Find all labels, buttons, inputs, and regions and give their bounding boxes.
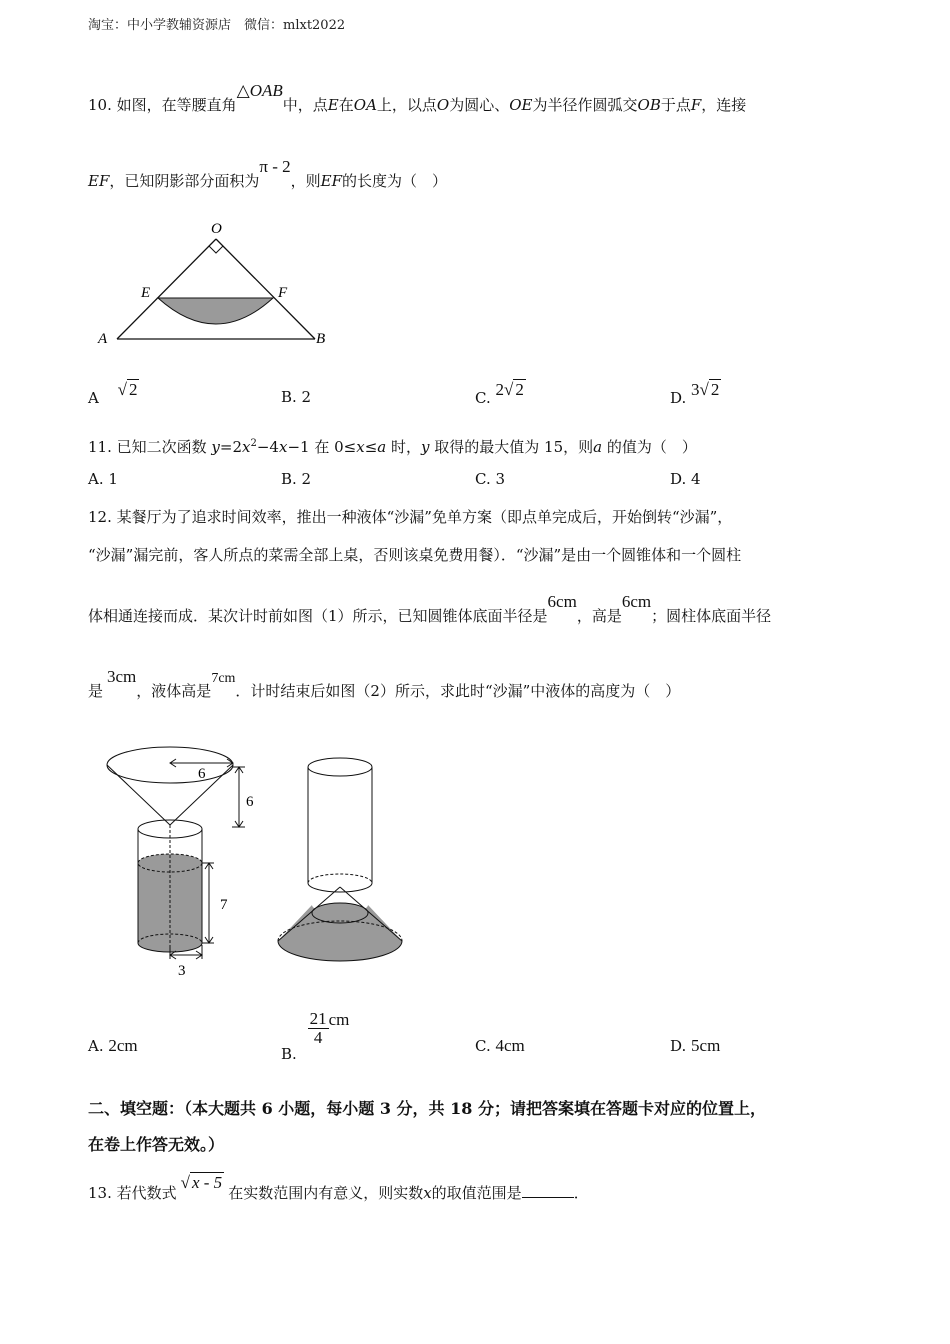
q12-line3 (88, 592, 772, 626)
q11-option-d[interactable]: D. 4 (670, 470, 701, 488)
q12-line2: “沙漏”漏完前，客人所点的菜需全部上桌，否则该桌免费用餐）．“沙漏”是由一个圆锥体和一个圆柱 (88, 546, 742, 564)
q11-text: −4 (256, 438, 279, 456)
cylinder2-bottom-back (308, 874, 372, 883)
q10-text: 于点 (660, 96, 691, 114)
q10-text: ，连接 (701, 96, 747, 114)
q11-stem (88, 436, 697, 457)
q12-option-c[interactable] (475, 1036, 525, 1056)
radicand: x - 5 (191, 1173, 223, 1192)
label-o: O (211, 221, 222, 237)
q10-text: 为圆心、 (449, 96, 510, 114)
q12-text: ，高是 (576, 607, 622, 625)
cylinder2-top (308, 758, 372, 776)
option-label: C. (475, 389, 491, 407)
denominator: 4 (313, 1028, 323, 1047)
answer-blank[interactable] (522, 1197, 574, 1198)
coefficient: 3 (691, 380, 700, 399)
q10-var: OE (509, 96, 533, 114)
option-label: B. (281, 1044, 297, 1063)
q12-line1: 12. 某餐厅为了追求时间效率，推出一种液体“沙漏”免单方案（即点单完成后，开始倒转“沙漏”， (88, 508, 733, 526)
option-label: A (88, 389, 99, 407)
option-label: D. (670, 1037, 687, 1055)
fraction (308, 1010, 329, 1047)
q10-number: 10. (88, 96, 112, 114)
q10-text: 为半径作圆弧交 (532, 96, 638, 114)
q12-liquid-height: 7cm (211, 671, 236, 686)
q12-text: 是 (88, 682, 104, 700)
sqrt-expr: √ 2 (117, 380, 138, 399)
q11-option-a[interactable]: A. 1 (88, 470, 118, 488)
q11-var: x (356, 438, 365, 456)
radicand: 2 (710, 380, 720, 399)
q11-exponent: 2 (250, 438, 257, 449)
q12-height: 6cm (621, 592, 652, 611)
q12-cyl-radius: 3cm (107, 667, 137, 686)
q10-text: ，已知阴影部分面积为 (109, 172, 260, 190)
q11-var: y (421, 438, 430, 456)
q10-line1 (88, 81, 747, 115)
q12-text: ，液体高是 (136, 682, 212, 700)
q10-area: π - 2 (259, 157, 291, 176)
right-angle-mark (209, 246, 223, 253)
radicand: 2 (515, 380, 524, 399)
page-header: 淘宝：中小学教辅资源店 微信：mlxt2022 (88, 18, 346, 33)
q10-figure (95, 215, 340, 355)
q11-option-b[interactable]: B. 2 (281, 470, 312, 488)
q11-var: x (242, 438, 251, 456)
coefficient: 2 (495, 380, 504, 399)
sqrt-expr: √ x - 5 (180, 1173, 223, 1192)
q11-var: a (377, 438, 387, 456)
q13-text: 的取值范围是 (431, 1184, 522, 1202)
side-oa (117, 239, 216, 339)
q10-text: 上，以点 (376, 96, 437, 114)
q10-triangle: △OAB (236, 81, 283, 100)
option-label: D. (670, 389, 687, 407)
q12-line4 (88, 667, 681, 701)
q10-option-d[interactable] (670, 380, 721, 408)
q12-radius: 6cm (547, 592, 577, 611)
q11-var: a (593, 438, 603, 456)
label-cyl-radius: 3 (178, 963, 186, 979)
cone-top-ellipse (107, 747, 233, 783)
option-value: 2cm (108, 1036, 138, 1055)
option-value: 4cm (495, 1036, 525, 1055)
q11-text: 的值为（ ） (602, 438, 697, 456)
q12-text: ；圆柱体底面半径 (651, 607, 772, 625)
label-b: B (316, 331, 326, 347)
section-2-heading-cont: 在卷上作答无效。） (88, 1135, 225, 1154)
q12-text: ．计时结束后如图（2）所示，求此时“沙漏”中液体的高度为（ ） (235, 682, 681, 700)
figure-2 (278, 758, 402, 961)
shaded-region (158, 298, 273, 324)
q11-text: ≤ (364, 438, 378, 456)
label-cone-height: 6 (246, 794, 254, 810)
numerator: 21 (309, 1009, 327, 1028)
q10-var: EF (320, 172, 342, 190)
option-label: C. (475, 1037, 491, 1055)
q10-text: 如图，在等腰直角 (116, 96, 237, 114)
q10-var: OB (637, 96, 661, 114)
q11-text: 时， (386, 438, 421, 456)
q10-text: 的长度为（ ） (342, 172, 448, 190)
q12-option-d[interactable] (670, 1036, 720, 1056)
q10-var: O (436, 96, 450, 114)
q11-text: 取得的最大值为 15，则 (429, 438, 594, 456)
option-value: 5cm (691, 1036, 721, 1055)
label-e: E (141, 285, 151, 301)
q11-var: y (211, 438, 220, 456)
q11-text: −1 在 0≤ (287, 438, 357, 456)
side-ob (216, 239, 315, 339)
q11-text: 11. 已知二次函数 (88, 438, 207, 456)
q11-option-c[interactable]: C. 3 (475, 470, 506, 488)
q10-text: 在 (338, 96, 354, 114)
section-2-heading: 二、填空题：（本大题共 6 小题，每小题 3 分，共 18 分；请把答案填在答题卡对应的位置上， (88, 1099, 766, 1118)
label-a: A (98, 331, 108, 347)
q10-var: OA (353, 96, 377, 114)
q13-text: 在实数范围内有意义，则实数 (228, 1184, 424, 1202)
q13-text: ． (573, 1184, 589, 1202)
cone-side-left (107, 765, 170, 825)
sqrt-expr: 2√ 2 (495, 380, 524, 399)
q12-option-b[interactable] (281, 1009, 350, 1063)
q10-option-a[interactable] (88, 380, 139, 408)
q12-text: 体相通连接而成．某次计时前如图（1）所示，已知圆锥体底面半径是 (88, 607, 548, 625)
q12-figure (100, 745, 420, 985)
q13-var: x (423, 1184, 432, 1202)
q10-option-b[interactable] (281, 388, 311, 406)
option-label: B. 2 (281, 388, 312, 406)
unit: cm (328, 1009, 350, 1029)
q10-var: F (690, 96, 702, 114)
liquid2-surface (312, 903, 368, 923)
q10-var: E (327, 96, 339, 114)
q12-option-a[interactable] (88, 1036, 138, 1056)
q13-stem (88, 1173, 589, 1203)
label-f: F (278, 285, 288, 301)
radicand: 2 (128, 380, 138, 399)
q11-text: =2 (219, 438, 243, 456)
q11-var: x (278, 438, 288, 456)
q10-text: ，则 (290, 172, 321, 190)
q10-line2 (88, 157, 448, 191)
figure-1 (107, 747, 254, 979)
sqrt-expr: 3√ 2 (691, 380, 720, 399)
q10-var: EF (88, 172, 110, 190)
option-label: A. (88, 1037, 104, 1055)
label-liquid-height: 7 (220, 897, 228, 913)
label-cone-radius: 6 (198, 766, 206, 782)
q10-text: 中，点 (282, 96, 328, 114)
q13-text: 13. 若代数式 (88, 1184, 177, 1202)
q10-option-c[interactable] (475, 380, 526, 408)
